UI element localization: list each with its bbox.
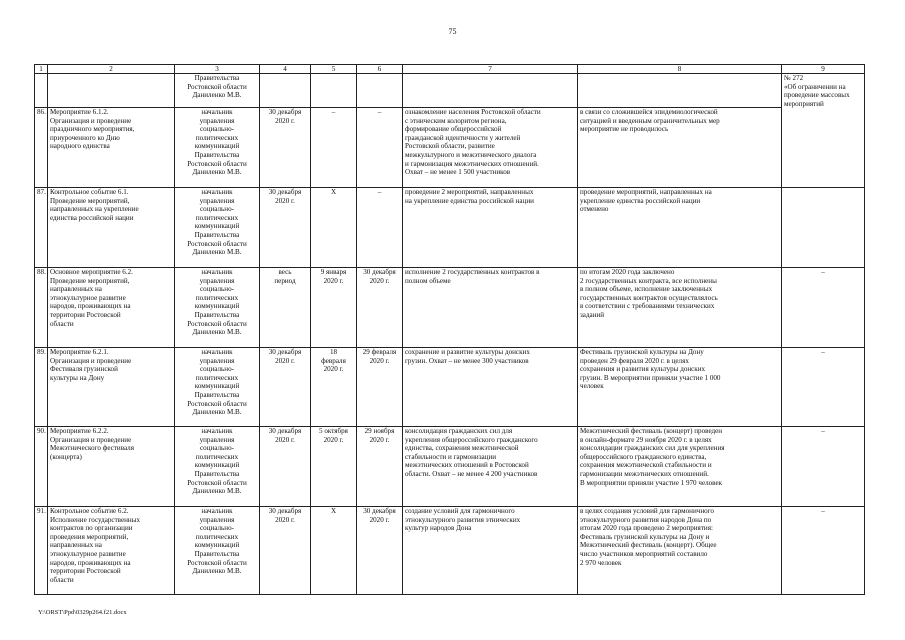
responsible-cell: начальник управления социально- политических коммуникаций Правительства Ростовской области Даниленко М.В. <box>175 188 260 268</box>
end-date: 29 февраля 2020 г. <box>357 348 403 427</box>
row-number: 86. <box>35 108 48 188</box>
header-cell: 8 <box>578 65 782 74</box>
header-cell: 6 <box>357 65 403 74</box>
activity-name: Мероприятие 6.1.2. Организация и проведение праздничного мероприятия, приуроченного ко Дню народного единства <box>48 108 175 188</box>
planned-result: сохранение и развитие культуры донских грузин. Охват – не менее 300 участников <box>403 348 578 427</box>
header-cell: 7 <box>403 65 578 74</box>
cell-empty <box>311 74 357 108</box>
plan-date: весь период <box>260 268 311 348</box>
activity-name: Основное мероприятие 6.2. Проведение мероприятий, направленных на этнокультурное развитие народов, проживающих на территории Ростовской области <box>48 268 175 348</box>
header-cell: 5 <box>311 65 357 74</box>
cell-empty <box>357 74 403 108</box>
activity-name: Мероприятие 6.2.1. Организация и проведение Фестиваля грузинской культуры на Дону <box>48 348 175 427</box>
responsible-cell: начальник управления социально- политических коммуникаций Правительства Ростовской области Даниленко М.В. <box>175 108 260 188</box>
cell-empty <box>35 74 48 108</box>
note-cell: № 272 «Об ограничении на проведение массовых мероприятий <box>782 74 865 188</box>
actual-result: по итогам 2020 года заключено 2 государственных контракта, все исполнены в полном объеме, исполнение заключенных государственных контрактов осуществлялось в соответствии с требованиями технических заданий <box>578 268 782 348</box>
actual-result: Межэтнический фестиваль (концерт) проведен в онлайн-формате 29 ноября 2020 г. в целях консолидации гражданских сил для укрепления общероссийского гражданского единства, сохранения межэтнической стабильности и гармонизации межэтнических отношений. В мероприятии приняли участие 1 970 человек <box>578 427 782 507</box>
row-number: 90. <box>35 427 48 507</box>
planned-result: проведение 2 мероприятий, направленных на укрепление единства российской нации <box>403 188 578 268</box>
responsible-cell: начальник управления социально- политических коммуникаций Правительства Ростовской области Даниленко М.В. <box>175 507 260 595</box>
note-cell: – <box>782 348 865 427</box>
actual-result: проведение мероприятий, направленных на укрепление единства российской нации отменено <box>578 188 782 268</box>
cell-empty <box>48 74 175 108</box>
start-date: 5 октября 2020 г. <box>311 427 357 507</box>
activity-name: Мероприятие 6.2.2. Организация и проведение Межэтнического фестиваля (концерта) <box>48 427 175 507</box>
end-date: 30 декабря 2020 г. <box>357 507 403 595</box>
responsible-cell: начальник управления социально- политических коммуникаций Правительства Ростовской области Даниленко М.В. <box>175 427 260 507</box>
header-cell: 9 <box>782 65 865 74</box>
header-cell: 3 <box>175 65 260 74</box>
table-header <box>35 65 865 74</box>
header-cell: 4 <box>260 65 311 74</box>
activity-name: Контрольное событие 6.1. Проведение мероприятий, направленных на укрепление единства российской нации <box>48 188 175 268</box>
plan-date: 30 декабря 2020 г. <box>260 188 311 268</box>
note-cell: – <box>782 507 865 595</box>
start-date: X <box>311 188 357 268</box>
table-row <box>35 427 865 507</box>
table-row <box>35 188 865 268</box>
header-cell: 1 <box>35 65 48 74</box>
plan-date: 30 декабря 2020 г. <box>260 507 311 595</box>
planned-result: исполнение 2 государственных контрактов в полном объеме <box>403 268 578 348</box>
row-number: 87. <box>35 188 48 268</box>
table-row <box>35 507 865 595</box>
cell-empty <box>260 74 311 108</box>
plan-date: 30 декабря 2020 г. <box>260 348 311 427</box>
row-number: 89. <box>35 348 48 427</box>
table-row <box>35 348 865 427</box>
header-cell: 2 <box>48 65 175 74</box>
row-number: 88. <box>35 268 48 348</box>
start-date: 18 февраля 2020 г. <box>311 348 357 427</box>
actual-result: Фестиваль грузинской культуры на Дону проведен 29 февраля 2020 г. в целях сохранения и развития культуры донских грузин. В мероприятии приняли участие 1 000 человек <box>578 348 782 427</box>
cell-empty <box>578 74 782 108</box>
start-date: 9 января 2020 г. <box>311 268 357 348</box>
note-cell <box>782 188 865 268</box>
file-path-footer: Y:\ORST\Ppd\0329p264.f21.docx <box>38 609 127 616</box>
cell-empty <box>403 74 578 108</box>
note-cell: – <box>782 268 865 348</box>
planned-result: ознакомление населения Ростовской области с этническим колоритом региона, формирование общероссийской гражданской идентичности у жителей Ростовской области, развитие межкультурного и межэтнического диалога и гармонизация межэтнических отношений. Охват – не менее 1 500 участников <box>403 108 578 188</box>
end-date: 30 декабря 2020 г. <box>357 268 403 348</box>
activity-name: Контрольное событие 6.2. Исполнение государственных контрактов по организации проведения мероприятий, направленных на этнокультурное развитие народов, проживающих на территории Ростовской области <box>48 507 175 595</box>
start-date: – <box>311 108 357 188</box>
table-row <box>35 108 865 188</box>
note-cell: – <box>782 427 865 507</box>
actual-result: в целях создания условий для гармоничного этнокультурного развития народов Дона по итогам 2020 года проведено 2 мероприятия: Фестиваль грузинской культуры на Дону и Межэтнический фестиваль (концерт). Общее число участников мероприятий составило 2 970 человек <box>578 507 782 595</box>
plan-date: 30 декабря 2020 г. <box>260 427 311 507</box>
responsible-cell: начальник управления социально- политических коммуникаций Правительства Ростовской области Даниленко М.В. <box>175 268 260 348</box>
page-number: 75 <box>448 27 457 36</box>
actual-result: в связи со сложившейся эпидемиологической ситуацией и введенным ограничительных мер мероприятие не проводилось <box>578 108 782 188</box>
responsible-cell: Правительства Ростовской области Даниленко М.В. <box>175 74 260 108</box>
responsible-cell: начальник управления социально- политических коммуникаций Правительства Ростовской области Даниленко М.В. <box>175 348 260 427</box>
end-date: – <box>357 108 403 188</box>
plan-date: 30 декабря 2020 г. <box>260 108 311 188</box>
continuation-row <box>35 74 865 108</box>
report-table <box>34 64 865 595</box>
start-date: X <box>311 507 357 595</box>
end-date: 29 ноября 2020 г. <box>357 427 403 507</box>
row-number: 91. <box>35 507 48 595</box>
planned-result: консолидация гражданских сил для укрепления общероссийского гражданского единства, сохранения межэтнической стабильности и гармонизации межэтнических отношений в Ростовской области. Охват – не менее 4 200 участников <box>403 427 578 507</box>
planned-result: создание условий для гармоничного этнокультурного развития этнических культур народов Дона <box>403 507 578 595</box>
table-row <box>35 268 865 348</box>
end-date: – <box>357 188 403 268</box>
